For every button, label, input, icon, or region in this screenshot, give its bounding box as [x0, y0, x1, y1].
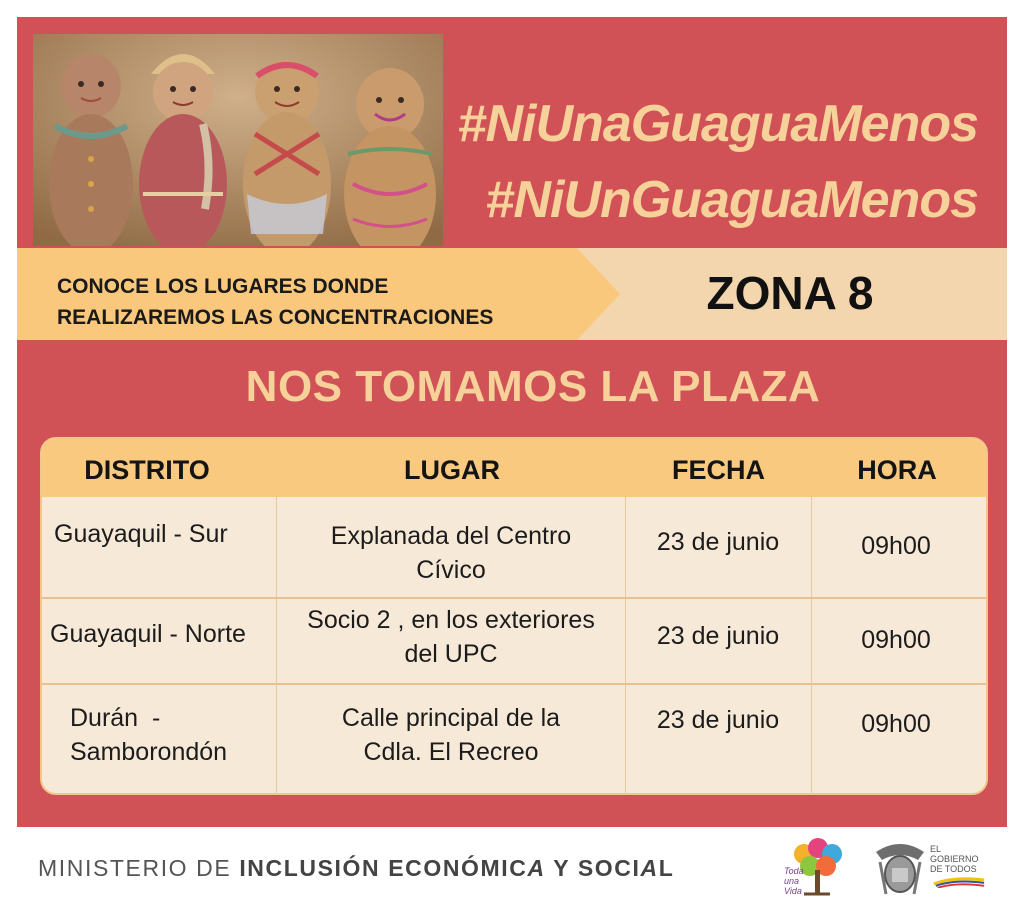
row-2-hora: 09h00 [861, 626, 931, 654]
banner-line-1: CONOCE LOS LUGARES DONDE [57, 275, 389, 298]
ministry-name: MINISTERIO DE INCLUSIÓN ECONÓMICA Y SOCIAL [38, 855, 675, 881]
gobierno-de-todos-logo: EL GOBIERNO DE TODOS [930, 844, 990, 894]
header-hora: HORA [857, 455, 937, 485]
header-fecha: FECHA [672, 455, 765, 485]
dolls-photo [33, 34, 443, 246]
doll-4 [344, 68, 436, 246]
row-1-lugar: Explanada del Centro Cívico [330, 522, 572, 584]
zone-label: ZONA 8 [706, 267, 874, 319]
banner-text [57, 271, 597, 333]
doll-1 [49, 54, 133, 246]
subtitle: NOS TOMAMOS LA PLAZA [245, 362, 821, 411]
row-2-lugar: Socio 2 , en los exteriores del UPC [307, 606, 595, 668]
header-distrito: DISTRITO [84, 455, 210, 485]
header-lugar: LUGAR [404, 455, 500, 485]
doll-3 [243, 60, 331, 246]
row-2-distrito: Guayaquil - Norte [50, 620, 246, 648]
row-divider [42, 597, 988, 599]
row-1-distrito: Guayaquil - Sur [54, 520, 228, 548]
coat-of-arms-emblem [872, 838, 928, 898]
row-3-distrito: Durán - Samborondón [70, 704, 228, 766]
row-3-hora: 09h00 [861, 710, 931, 738]
row-1-hora: 09h00 [861, 532, 931, 560]
hashtag-secondary: #NiUnGuaguaMenos [485, 171, 978, 229]
schedule-table [40, 437, 988, 795]
row-3-fecha: 23 de junio [656, 706, 780, 734]
banner-line-2: REALIZAREMOS LAS CONCENTRACIONES [57, 306, 494, 329]
toda-una-vida-logo: Toda una Vida [784, 836, 850, 898]
dolls-illustration [33, 34, 443, 246]
row-1-fecha: 23 de junio [656, 528, 780, 556]
hashtag-primary: #NiUnaGuaguaMenos [457, 95, 978, 153]
row-2-fecha: 23 de junio [656, 622, 780, 650]
row-divider [42, 683, 988, 685]
row-3-lugar: Calle principal de la Cdla. El Recreo [341, 704, 561, 766]
